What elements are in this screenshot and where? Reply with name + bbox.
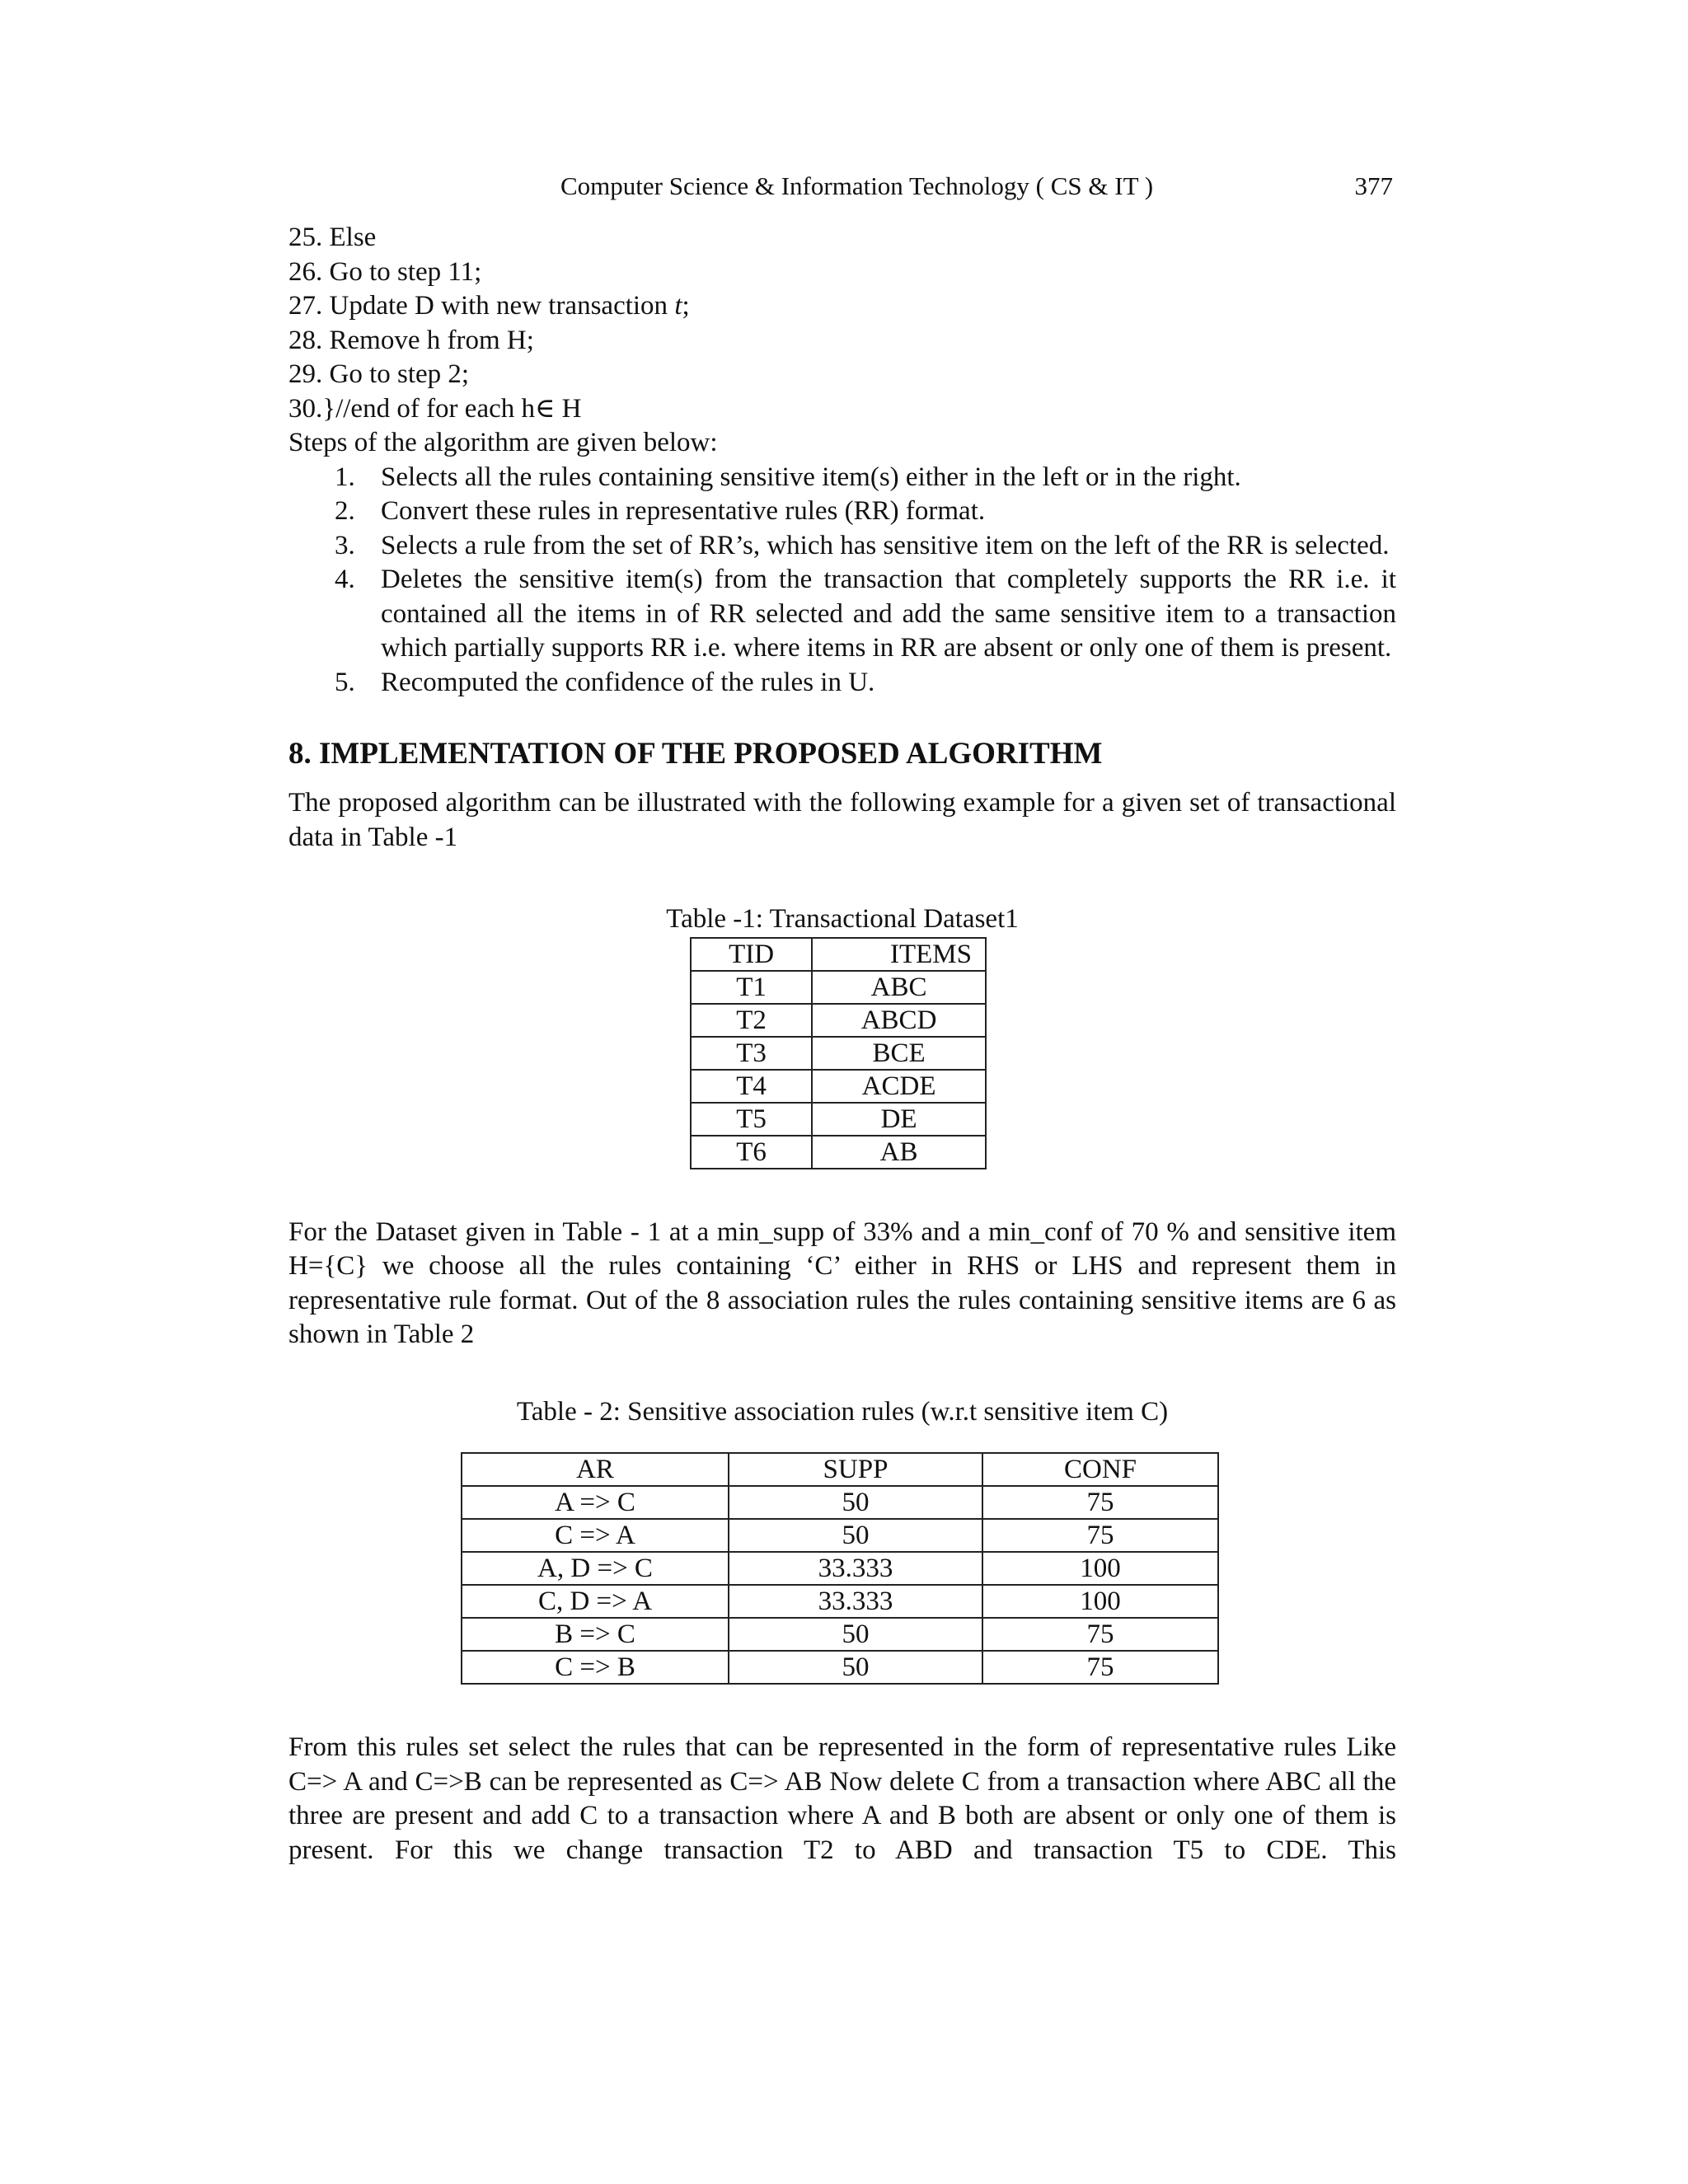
step-number: 4. [335, 565, 355, 594]
section-heading [288, 730, 1396, 778]
table-cell: ACDE [812, 1070, 986, 1103]
table-cell: 75 [982, 1519, 1218, 1552]
table-row [691, 1103, 986, 1136]
table-row [462, 1585, 1218, 1618]
table-cell: ABCD [812, 1004, 986, 1037]
table2-caption: Table - 2: Sensitive association rules (w.r.t sensitive item C) [516, 1396, 1169, 1427]
step-text: Recomputed the confidence of the rules in U. [381, 667, 875, 697]
step-text: Selects all the rules containing sensitive item(s) either in the left or in the right. [381, 462, 1241, 492]
step-number: 3. [335, 530, 355, 560]
table-header-row [691, 938, 986, 971]
table-cell: T2 [691, 1004, 812, 1037]
algorithm-line: 26. Go to step 11; [288, 256, 482, 287]
table-row [462, 1486, 1218, 1519]
table-row [691, 1037, 986, 1070]
table-header-row [462, 1453, 1218, 1486]
sensitive-rules-table [461, 1452, 1219, 1685]
table-cell: 50 [729, 1618, 982, 1651]
paragraph-dataset: For the Dataset given in Table - 1 at a min_supp of 33% and a min_conf of 70 % and sensitive item H={C} we choose all the rules containing ‘C’ either in RHS or LHS and represent them in representative rule format. Out of the 8 association rules the rules containing sensitive items are 6 as shown in Table 2 [288, 1216, 1396, 1349]
table-cell: T4 [691, 1070, 812, 1103]
table-row [691, 971, 986, 1004]
main-content [288, 221, 1396, 1868]
table-cell: 50 [729, 1519, 982, 1552]
table1-container [690, 937, 987, 1169]
table-header-cell: TID [691, 938, 812, 971]
table-header-cell: ITEMS [812, 938, 986, 971]
table-cell: AB [812, 1136, 986, 1169]
table-row [462, 1618, 1218, 1651]
step-item [288, 494, 1396, 529]
step-item [288, 529, 1396, 564]
table-row [462, 1519, 1218, 1552]
table-row [691, 1070, 986, 1103]
table-cell: ABC [812, 971, 986, 1004]
table-cell: C => A [462, 1519, 729, 1552]
steps-intro: Steps of the algorithm are given below: [288, 428, 718, 457]
table-cell: 75 [982, 1618, 1218, 1651]
paragraph-intro: The proposed algorithm can be illustrated with the following example for a given set of transactional data in Table -1 [288, 788, 1396, 852]
step-text: Convert these rules in representative rules (RR) format. [381, 496, 986, 526]
transactional-dataset-table [690, 937, 987, 1169]
table1-caption: Table -1: Transactional Dataset1 [666, 904, 1019, 934]
algorithm-line-suffix: ; [682, 291, 690, 321]
step-item [288, 666, 1396, 701]
section-number: 8. [288, 737, 312, 771]
step-number: 2. [335, 496, 355, 526]
steps-list [288, 461, 1396, 701]
table-cell: 100 [982, 1552, 1218, 1585]
table-cell: T3 [691, 1037, 812, 1070]
table-cell: B => C [462, 1618, 729, 1651]
table-cell: C, D => A [462, 1585, 729, 1618]
table-cell: BCE [812, 1037, 986, 1070]
table-cell: A, D => C [462, 1552, 729, 1585]
step-number: 5. [335, 667, 355, 697]
table-row [462, 1651, 1218, 1684]
table-cell: 50 [729, 1486, 982, 1519]
table-cell: 50 [729, 1651, 982, 1684]
algorithm-listing [288, 221, 1396, 426]
algorithm-line: 28. Remove h from H; [288, 325, 534, 355]
journal-title: Computer Science & Information Technology ( CS & IT ) [560, 171, 1154, 200]
table-cell: C => B [462, 1651, 729, 1684]
step-number: 1. [335, 462, 355, 492]
step-item [288, 563, 1396, 666]
paragraph-representative-rules: From this rules set select the rules that can be represented in the form of representative rules Like C=> A and C=>B can be represented as C=> AB Now delete C from a transaction where ABC all the three are present and add C to a transaction where A and B both are absent or only one of them is present. For this we change transaction T2 to ABD and transaction T5 to CDE. This [288, 1732, 1396, 1865]
algorithm-line: 25. Else [288, 223, 377, 252]
algorithm-line: 29. Go to step 2; [288, 359, 470, 389]
running-header [288, 171, 1396, 208]
page-number: 377 [1354, 171, 1393, 200]
table-header-cell: AR [462, 1453, 729, 1486]
algorithm-line-italic: t [674, 291, 682, 321]
step-text: Deletes the sensitive item(s) from the transaction that completely supports the RR i.e. it contained all the items in of RR selected and add the same sensitive item to a transaction which partially supports RR i.e. where items in RR are absent or only one of them is present. [381, 565, 1396, 663]
algorithm-line [288, 289, 1396, 324]
table-row [691, 1004, 986, 1037]
section-title: IMPLEMENTATION OF THE PROPOSED ALGORITHM [319, 737, 1103, 771]
table-cell: T5 [691, 1103, 812, 1136]
table-header-cell: CONF [982, 1453, 1218, 1486]
table-cell: 33.333 [729, 1552, 982, 1585]
step-text: Selects a rule from the set of RR’s, which has sensitive item on the left of the RR is selected. [381, 530, 1390, 560]
table-cell: T1 [691, 971, 812, 1004]
table-cell: DE [812, 1103, 986, 1136]
table-cell: A => C [462, 1486, 729, 1519]
table-cell: 100 [982, 1585, 1218, 1618]
algorithm-line-text: 27. Update D with new transaction [288, 291, 675, 321]
table2-container [461, 1452, 1219, 1685]
table-cell: 33.333 [729, 1585, 982, 1618]
table-cell: 75 [982, 1486, 1218, 1519]
table-row [462, 1552, 1218, 1585]
step-item [288, 461, 1396, 495]
table-header-cell: SUPP [729, 1453, 982, 1486]
algorithm-line: 30.}//end of for each h∈ H [288, 393, 582, 424]
table-row [691, 1136, 986, 1169]
table-cell: T6 [691, 1136, 812, 1169]
table-cell: 75 [982, 1651, 1218, 1684]
